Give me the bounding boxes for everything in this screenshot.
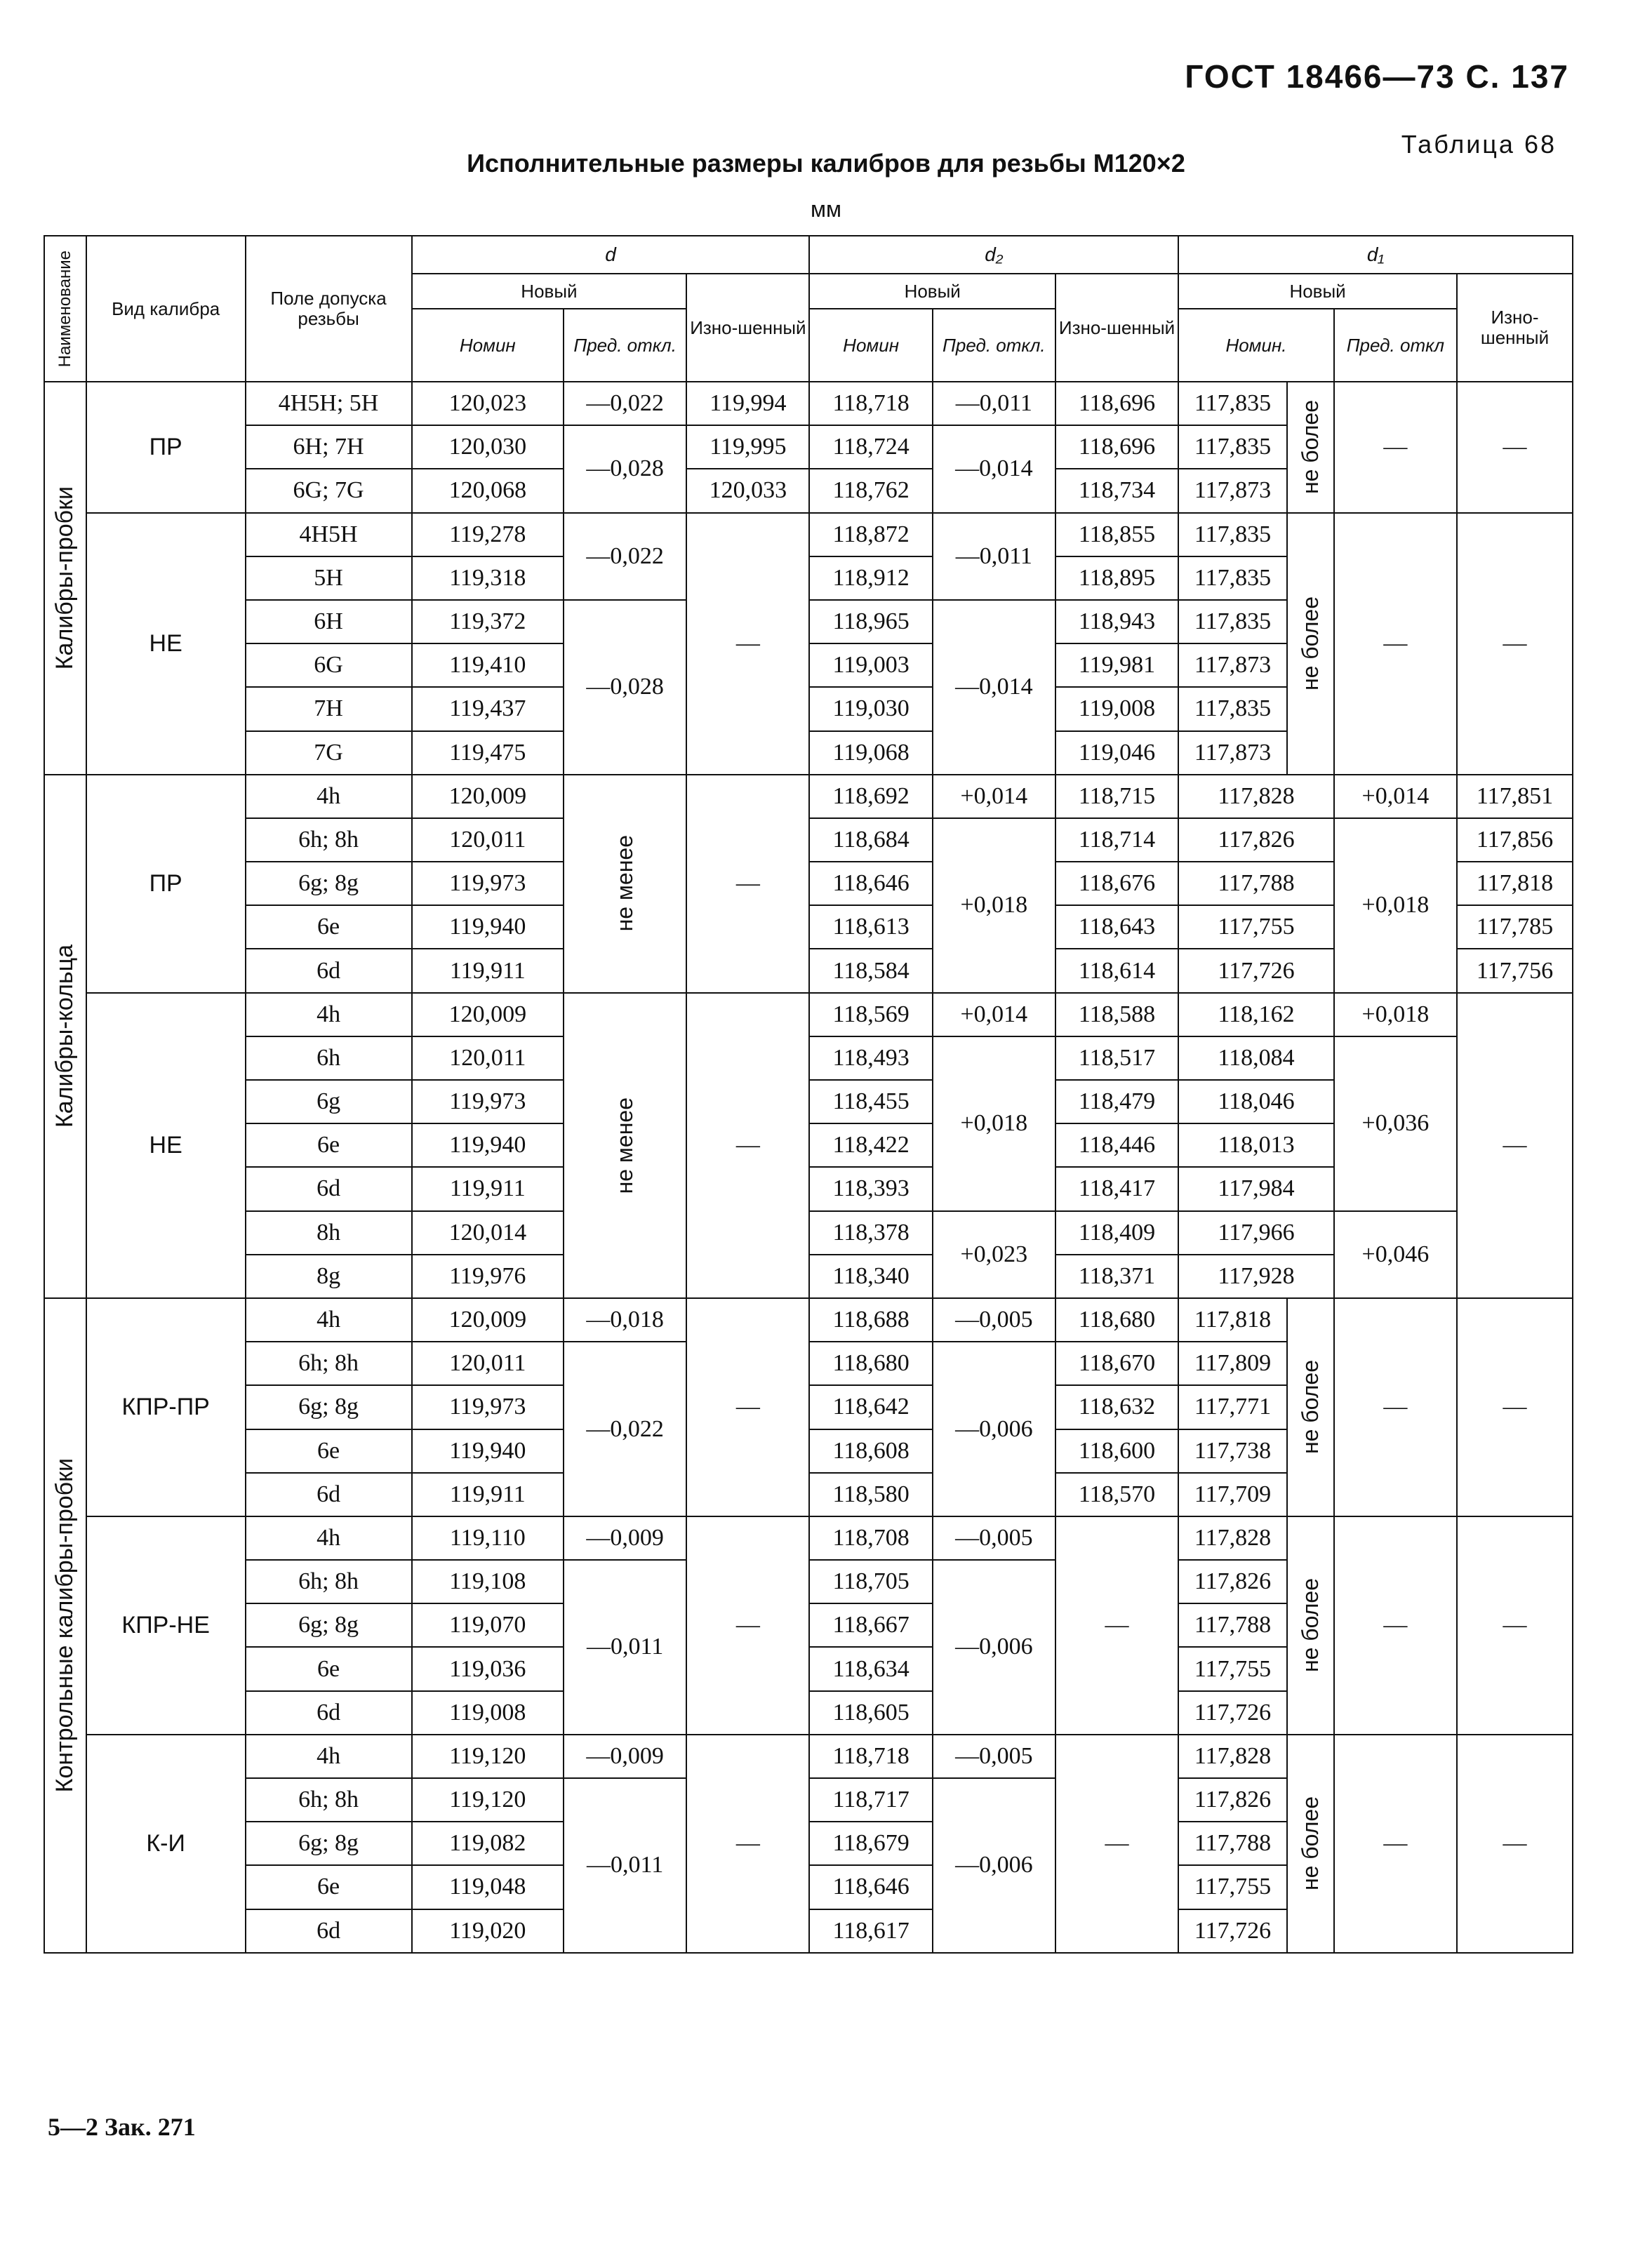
d1-nominal-cell: 117,835 — [1178, 687, 1287, 730]
tolerance-cell: 6H — [246, 600, 412, 643]
d2-worn-cell: 118,680 — [1055, 1298, 1178, 1342]
d2-dev-cell: +0,014 — [933, 775, 1055, 818]
d1-dev-cell: — — [1334, 1735, 1457, 1953]
d2-nominal-cell: 119,003 — [809, 643, 932, 687]
d-dev-cell: —0,011 — [564, 1778, 686, 1953]
d2-worn-cell: 118,409 — [1055, 1211, 1178, 1255]
d2-dev-cell: +0,018 — [933, 1036, 1055, 1211]
tolerance-cell: 7G — [246, 731, 412, 775]
d-dev-cell: —0,022 — [564, 382, 686, 425]
calibre-kind: КПР-ПР — [86, 1298, 246, 1516]
d1-note: не более — [1287, 513, 1334, 775]
d2-worn-cell: 118,670 — [1055, 1342, 1178, 1385]
d2-worn-cell: 118,479 — [1055, 1080, 1178, 1123]
d2-nominal-cell: 118,872 — [809, 513, 932, 556]
d2-worn-cell: 119,981 — [1055, 643, 1178, 687]
tolerance-cell: 6e — [246, 905, 412, 949]
d-nominal-cell: 119,108 — [412, 1560, 564, 1603]
tolerance-cell: 6G — [246, 643, 412, 687]
d1-note: не более — [1287, 1735, 1334, 1953]
d1-nominal-cell: 117,726 — [1178, 949, 1334, 992]
table-title: Исполнительные размеры калибров для резьбы М120×2 — [467, 149, 1185, 178]
d2-nominal-cell: 118,613 — [809, 905, 932, 949]
tolerance-cell: 6e — [246, 1865, 412, 1909]
d2-nominal-cell: 118,912 — [809, 556, 932, 600]
d1-nominal-cell: 117,788 — [1178, 1603, 1287, 1647]
tolerance-cell: 6g; 8g — [246, 862, 412, 905]
d1-worn-cell: — — [1457, 1735, 1573, 1953]
d1-worn-cell: — — [1457, 1516, 1573, 1735]
d2-dev-cell: —0,005 — [933, 1735, 1055, 1778]
d-worn-cell: — — [686, 993, 809, 1298]
d2-dev-cell: —0,011 — [933, 513, 1055, 600]
tolerance-cell: 8h — [246, 1211, 412, 1255]
d2-worn-cell: 118,895 — [1055, 556, 1178, 600]
d1-worn-cell: — — [1457, 382, 1573, 513]
tolerance-cell: 4h — [246, 1516, 412, 1560]
d2-nominal-cell: 118,642 — [809, 1385, 932, 1429]
d2-nominal-cell: 118,617 — [809, 1909, 932, 1953]
d2-dev-cell: —0,005 — [933, 1298, 1055, 1342]
d2-dev-cell: —0,014 — [933, 600, 1055, 775]
d2-worn-cell: 118,676 — [1055, 862, 1178, 905]
d1-nominal-cell: 117,826 — [1178, 818, 1334, 862]
d2-nominal-cell: 118,718 — [809, 382, 932, 425]
d2-worn-cell: 118,715 — [1055, 775, 1178, 818]
tolerance-cell: 6d — [246, 1909, 412, 1953]
d2-nominal-cell: 118,422 — [809, 1123, 932, 1167]
d1-worn-cell: 117,856 — [1457, 818, 1573, 862]
d-nominal-cell: 119,278 — [412, 513, 564, 556]
d-nominal-cell: 120,009 — [412, 993, 564, 1036]
header-d1-dev: Пред. откл — [1334, 309, 1457, 382]
d-dev-cell: —0,009 — [564, 1516, 686, 1560]
d1-worn-cell: — — [1457, 993, 1573, 1298]
section-label: Контрольные калибры-пробки — [44, 1298, 86, 1953]
d2-dev-cell: —0,006 — [933, 1342, 1055, 1516]
d-worn-cell: — — [686, 1735, 809, 1953]
d-nominal-cell: 120,023 — [412, 382, 564, 425]
header-d2-dev: Пред. откл. — [933, 309, 1055, 382]
d2-worn-cell: 118,855 — [1055, 513, 1178, 556]
tolerance-cell: 6d — [246, 1473, 412, 1516]
d-nominal-cell: 119,976 — [412, 1255, 564, 1298]
header-d2-nominal: Номин — [809, 309, 932, 382]
d-dev-cell: —0,022 — [564, 513, 686, 600]
d1-worn-cell: 117,785 — [1457, 905, 1573, 949]
calibre-kind: НЕ — [86, 513, 246, 775]
d2-nominal-cell: 118,584 — [809, 949, 932, 992]
calibre-dimensions-table — [44, 235, 1573, 1954]
tolerance-cell: 6g; 8g — [246, 1822, 412, 1865]
d-worn-cell: 119,995 — [686, 425, 809, 469]
d1-nominal-cell: 117,873 — [1178, 643, 1287, 687]
d1-dev-cell: — — [1334, 1298, 1457, 1516]
d1-nominal-cell: 117,828 — [1178, 775, 1334, 818]
d2-worn-cell: — — [1055, 1735, 1178, 1953]
d-worn-cell: — — [686, 1516, 809, 1735]
d1-dev-cell: — — [1334, 513, 1457, 775]
tolerance-cell: 6h; 8h — [246, 818, 412, 862]
d1-nominal-cell: 117,755 — [1178, 1647, 1287, 1690]
d2-nominal-cell: 118,634 — [809, 1647, 932, 1690]
d2-worn-cell: 118,714 — [1055, 818, 1178, 862]
d1-nominal-cell: 117,818 — [1178, 1298, 1287, 1342]
d2-nominal-cell: 118,393 — [809, 1167, 932, 1210]
d-nominal-cell: 119,940 — [412, 1429, 564, 1473]
d2-nominal-cell: 118,569 — [809, 993, 932, 1036]
d2-worn-cell: 118,588 — [1055, 993, 1178, 1036]
d2-nominal-cell: 118,580 — [809, 1473, 932, 1516]
d2-dev-cell: —0,005 — [933, 1516, 1055, 1560]
header-d1-new: Новый — [1178, 274, 1457, 309]
d1-dev-cell: +0,046 — [1334, 1211, 1457, 1298]
d1-nominal-cell: 117,984 — [1178, 1167, 1334, 1210]
tolerance-cell: 6h; 8h — [246, 1778, 412, 1822]
d2-worn-cell: 118,600 — [1055, 1429, 1178, 1473]
d1-worn-cell: — — [1457, 1298, 1573, 1516]
d1-nominal-cell: 117,873 — [1178, 731, 1287, 775]
d2-dev-cell: —0,011 — [933, 382, 1055, 425]
d-dev-cell: —0,011 — [564, 1560, 686, 1735]
d-nominal-cell: 119,940 — [412, 1123, 564, 1167]
tolerance-cell: 4H5H — [246, 513, 412, 556]
d-nominal-cell: 119,372 — [412, 600, 564, 643]
header-d-worn: Изно-шенный — [686, 274, 809, 382]
d1-dev-cell: — — [1334, 1516, 1457, 1735]
d-worn-cell: 119,994 — [686, 382, 809, 425]
tolerance-cell: 7H — [246, 687, 412, 730]
d2-nominal-cell: 119,030 — [809, 687, 932, 730]
tolerance-cell: 5H — [246, 556, 412, 600]
d-nominal-cell: 119,911 — [412, 1167, 564, 1210]
d2-worn-cell: 119,046 — [1055, 731, 1178, 775]
tolerance-cell: 4H5H; 5H — [246, 382, 412, 425]
d-nominal-cell: 120,011 — [412, 818, 564, 862]
d2-worn-cell: — — [1055, 1516, 1178, 1735]
d2-nominal-cell: 118,762 — [809, 469, 932, 512]
d-nominal-cell: 119,020 — [412, 1909, 564, 1953]
calibre-kind: НЕ — [86, 993, 246, 1298]
d2-nominal-cell: 118,965 — [809, 600, 932, 643]
d-nominal-cell: 120,011 — [412, 1342, 564, 1385]
d1-nominal-cell: 117,726 — [1178, 1691, 1287, 1735]
d2-worn-cell: 118,943 — [1055, 600, 1178, 643]
d1-nominal-cell: 117,966 — [1178, 1211, 1334, 1255]
tolerance-cell: 4h — [246, 775, 412, 818]
d2-worn-cell: 118,632 — [1055, 1385, 1178, 1429]
d1-nominal-cell: 117,835 — [1178, 382, 1287, 425]
d1-nominal-cell: 118,013 — [1178, 1123, 1334, 1167]
d1-dev-cell: +0,036 — [1334, 1036, 1457, 1211]
d1-nominal-cell: 118,162 — [1178, 993, 1334, 1036]
d1-nominal-cell: 117,809 — [1178, 1342, 1287, 1385]
d1-note: не более — [1287, 1516, 1334, 1735]
header-d1-worn: Изно-шенный — [1457, 274, 1573, 382]
d-dev-cell: —0,028 — [564, 425, 686, 512]
tolerance-cell: 6h — [246, 1036, 412, 1080]
d1-nominal-cell: 117,826 — [1178, 1560, 1287, 1603]
tolerance-cell: 6d — [246, 1691, 412, 1735]
d2-nominal-cell: 118,493 — [809, 1036, 932, 1080]
d-nominal-cell: 120,009 — [412, 775, 564, 818]
d-nominal-cell: 119,973 — [412, 862, 564, 905]
d-dev-cell: —0,018 — [564, 1298, 686, 1342]
d-nominal-cell: 119,911 — [412, 949, 564, 992]
d2-worn-cell: 118,417 — [1055, 1167, 1178, 1210]
d1-nominal-cell: 117,873 — [1178, 469, 1287, 512]
calibre-kind: ПР — [86, 775, 246, 993]
d2-worn-cell: 118,570 — [1055, 1473, 1178, 1516]
d1-dev-cell: +0,018 — [1334, 993, 1457, 1036]
d2-nominal-cell: 118,608 — [809, 1429, 932, 1473]
tolerance-cell: 6H; 7H — [246, 425, 412, 469]
tolerance-cell: 4h — [246, 1735, 412, 1778]
header-d: d — [412, 236, 810, 274]
d-nominal-cell: 119,048 — [412, 1865, 564, 1909]
d2-nominal-cell: 118,646 — [809, 1865, 932, 1909]
d1-nominal-cell: 118,084 — [1178, 1036, 1334, 1080]
header-d2-new: Новый — [809, 274, 1055, 309]
d2-dev-cell: +0,018 — [933, 818, 1055, 993]
header-d-new: Новый — [412, 274, 687, 309]
tolerance-cell: 6h; 8h — [246, 1342, 412, 1385]
d-nominal-cell: 120,011 — [412, 1036, 564, 1080]
d2-nominal-cell: 118,708 — [809, 1516, 932, 1560]
section-label: Калибры-пробки — [44, 382, 86, 775]
d-nominal-cell: 119,008 — [412, 1691, 564, 1735]
d2-nominal-cell: 118,667 — [809, 1603, 932, 1647]
d-worn-cell: — — [686, 775, 809, 993]
tolerance-cell: 6e — [246, 1429, 412, 1473]
tolerance-cell: 6g; 8g — [246, 1603, 412, 1647]
d-dev-cell: —0,022 — [564, 1342, 686, 1516]
d1-nominal-cell: 117,835 — [1178, 513, 1287, 556]
tolerance-cell: 6h; 8h — [246, 1560, 412, 1603]
d2-nominal-cell: 118,717 — [809, 1778, 932, 1822]
d1-nominal-cell: 118,046 — [1178, 1080, 1334, 1123]
d1-nominal-cell: 117,835 — [1178, 556, 1287, 600]
d2-nominal-cell: 118,692 — [809, 775, 932, 818]
d2-worn-cell: 118,446 — [1055, 1123, 1178, 1167]
calibre-kind: КПР-НЕ — [86, 1516, 246, 1735]
d1-worn-cell: 117,851 — [1457, 775, 1573, 818]
d2-nominal-cell: 118,684 — [809, 818, 932, 862]
d-nominal-cell: 119,940 — [412, 905, 564, 949]
d-dev-cell: —0,028 — [564, 600, 686, 775]
d2-dev-cell: —0,006 — [933, 1560, 1055, 1735]
d2-dev-cell: +0,023 — [933, 1211, 1055, 1298]
page-footer: 5—2 Зак. 271 — [48, 2113, 196, 2141]
d2-nominal-cell: 118,340 — [809, 1255, 932, 1298]
d-worn-cell: 120,033 — [686, 469, 809, 512]
d1-note: не более — [1287, 1298, 1334, 1516]
d2-dev-cell: +0,014 — [933, 993, 1055, 1036]
d1-worn-cell: 117,756 — [1457, 949, 1573, 992]
d-worn-cell: — — [686, 513, 809, 775]
tolerance-cell: 6g — [246, 1080, 412, 1123]
header-d-dev: Пред. откл. — [564, 309, 686, 382]
d2-worn-cell: 118,614 — [1055, 949, 1178, 992]
d-nominal-cell: 120,030 — [412, 425, 564, 469]
d1-worn-cell: — — [1457, 513, 1573, 775]
d2-worn-cell: 118,734 — [1055, 469, 1178, 512]
d1-nominal-cell: 117,835 — [1178, 600, 1287, 643]
d2-worn-cell: 118,517 — [1055, 1036, 1178, 1080]
d2-nominal-cell: 118,646 — [809, 862, 932, 905]
d-nominal-cell: 119,318 — [412, 556, 564, 600]
d-nominal-cell: 119,120 — [412, 1778, 564, 1822]
header-kind: Вид калибра — [86, 236, 246, 382]
d1-nominal-cell: 117,738 — [1178, 1429, 1287, 1473]
d2-worn-cell: 118,696 — [1055, 425, 1178, 469]
d-nominal-cell: 119,110 — [412, 1516, 564, 1560]
d2-nominal-cell: 118,724 — [809, 425, 932, 469]
d-nominal-cell: 119,082 — [412, 1822, 564, 1865]
tolerance-cell: 4h — [246, 993, 412, 1036]
d2-worn-cell: 118,696 — [1055, 382, 1178, 425]
tolerance-cell: 6g; 8g — [246, 1385, 412, 1429]
d-nominal-cell: 120,068 — [412, 469, 564, 512]
d1-dev-cell: — — [1334, 382, 1457, 513]
d2-nominal-cell: 118,455 — [809, 1080, 932, 1123]
table-number: Таблица 68 — [1401, 130, 1557, 159]
d1-nominal-cell: 117,755 — [1178, 1865, 1287, 1909]
tolerance-cell: 6G; 7G — [246, 469, 412, 512]
d2-worn-cell: 118,643 — [1055, 905, 1178, 949]
d-nominal-cell: 120,014 — [412, 1211, 564, 1255]
d1-nominal-cell: 117,755 — [1178, 905, 1334, 949]
d2-nominal-cell: 118,679 — [809, 1822, 932, 1865]
d1-nominal-cell: 117,828 — [1178, 1735, 1287, 1778]
d-dev-cell: —0,009 — [564, 1735, 686, 1778]
d-note: не менее — [564, 775, 686, 993]
d1-dev-cell: +0,014 — [1334, 775, 1457, 818]
d1-nominal-cell: 117,726 — [1178, 1909, 1287, 1953]
d-nominal-cell: 119,120 — [412, 1735, 564, 1778]
tolerance-cell: 4h — [246, 1298, 412, 1342]
section-label: Калибры-кольца — [44, 775, 86, 1298]
d1-dev-cell: +0,018 — [1334, 818, 1457, 993]
header-tolerance: Поле допуска резьбы — [246, 236, 412, 382]
header-d2-worn: Изно-шенный — [1055, 274, 1178, 382]
tolerance-cell: 6e — [246, 1647, 412, 1690]
d-nominal-cell: 119,036 — [412, 1647, 564, 1690]
d2-nominal-cell: 118,605 — [809, 1691, 932, 1735]
d-nominal-cell: 119,973 — [412, 1080, 564, 1123]
tolerance-cell: 6e — [246, 1123, 412, 1167]
d2-nominal-cell: 118,378 — [809, 1211, 932, 1255]
calibre-kind: ПР — [86, 382, 246, 513]
header-d2: d₂ — [809, 236, 1178, 274]
header-name: Наименование — [44, 236, 86, 382]
d1-nominal-cell: 117,788 — [1178, 1822, 1287, 1865]
header-d-nominal: Номин — [412, 309, 564, 382]
d1-nominal-cell: 117,835 — [1178, 425, 1287, 469]
d1-worn-cell: 117,818 — [1457, 862, 1573, 905]
d2-nominal-cell: 118,718 — [809, 1735, 932, 1778]
d1-note: не более — [1287, 382, 1334, 513]
d-nominal-cell: 119,437 — [412, 687, 564, 730]
d2-worn-cell: 119,008 — [1055, 687, 1178, 730]
d1-nominal-cell: 117,771 — [1178, 1385, 1287, 1429]
header-d1: d₁ — [1178, 236, 1573, 274]
d2-nominal-cell: 118,688 — [809, 1298, 932, 1342]
d1-nominal-cell: 117,709 — [1178, 1473, 1287, 1516]
d-note: не менее — [564, 993, 686, 1298]
page-header: ГОСТ 18466—73 С. 137 — [1185, 58, 1569, 95]
tolerance-cell: 6d — [246, 1167, 412, 1210]
d1-nominal-cell: 117,826 — [1178, 1778, 1287, 1822]
unit-label: мм — [811, 196, 841, 222]
tolerance-cell: 6d — [246, 949, 412, 992]
d2-nominal-cell: 119,068 — [809, 731, 932, 775]
d-nominal-cell: 119,973 — [412, 1385, 564, 1429]
d2-nominal-cell: 118,680 — [809, 1342, 932, 1385]
d-nominal-cell: 119,475 — [412, 731, 564, 775]
calibre-kind: К-И — [86, 1735, 246, 1953]
d-nominal-cell: 119,911 — [412, 1473, 564, 1516]
d-worn-cell: — — [686, 1298, 809, 1516]
tolerance-cell: 8g — [246, 1255, 412, 1298]
d1-nominal-cell: 117,828 — [1178, 1516, 1287, 1560]
d-nominal-cell: 120,009 — [412, 1298, 564, 1342]
d2-nominal-cell: 118,705 — [809, 1560, 932, 1603]
d2-dev-cell: —0,014 — [933, 425, 1055, 512]
header-d1-nominal: Номин. — [1178, 309, 1334, 382]
d2-worn-cell: 118,371 — [1055, 1255, 1178, 1298]
d1-nominal-cell: 117,928 — [1178, 1255, 1334, 1298]
d2-dev-cell: —0,006 — [933, 1778, 1055, 1953]
d-nominal-cell: 119,410 — [412, 643, 564, 687]
d1-nominal-cell: 117,788 — [1178, 862, 1334, 905]
d-nominal-cell: 119,070 — [412, 1603, 564, 1647]
